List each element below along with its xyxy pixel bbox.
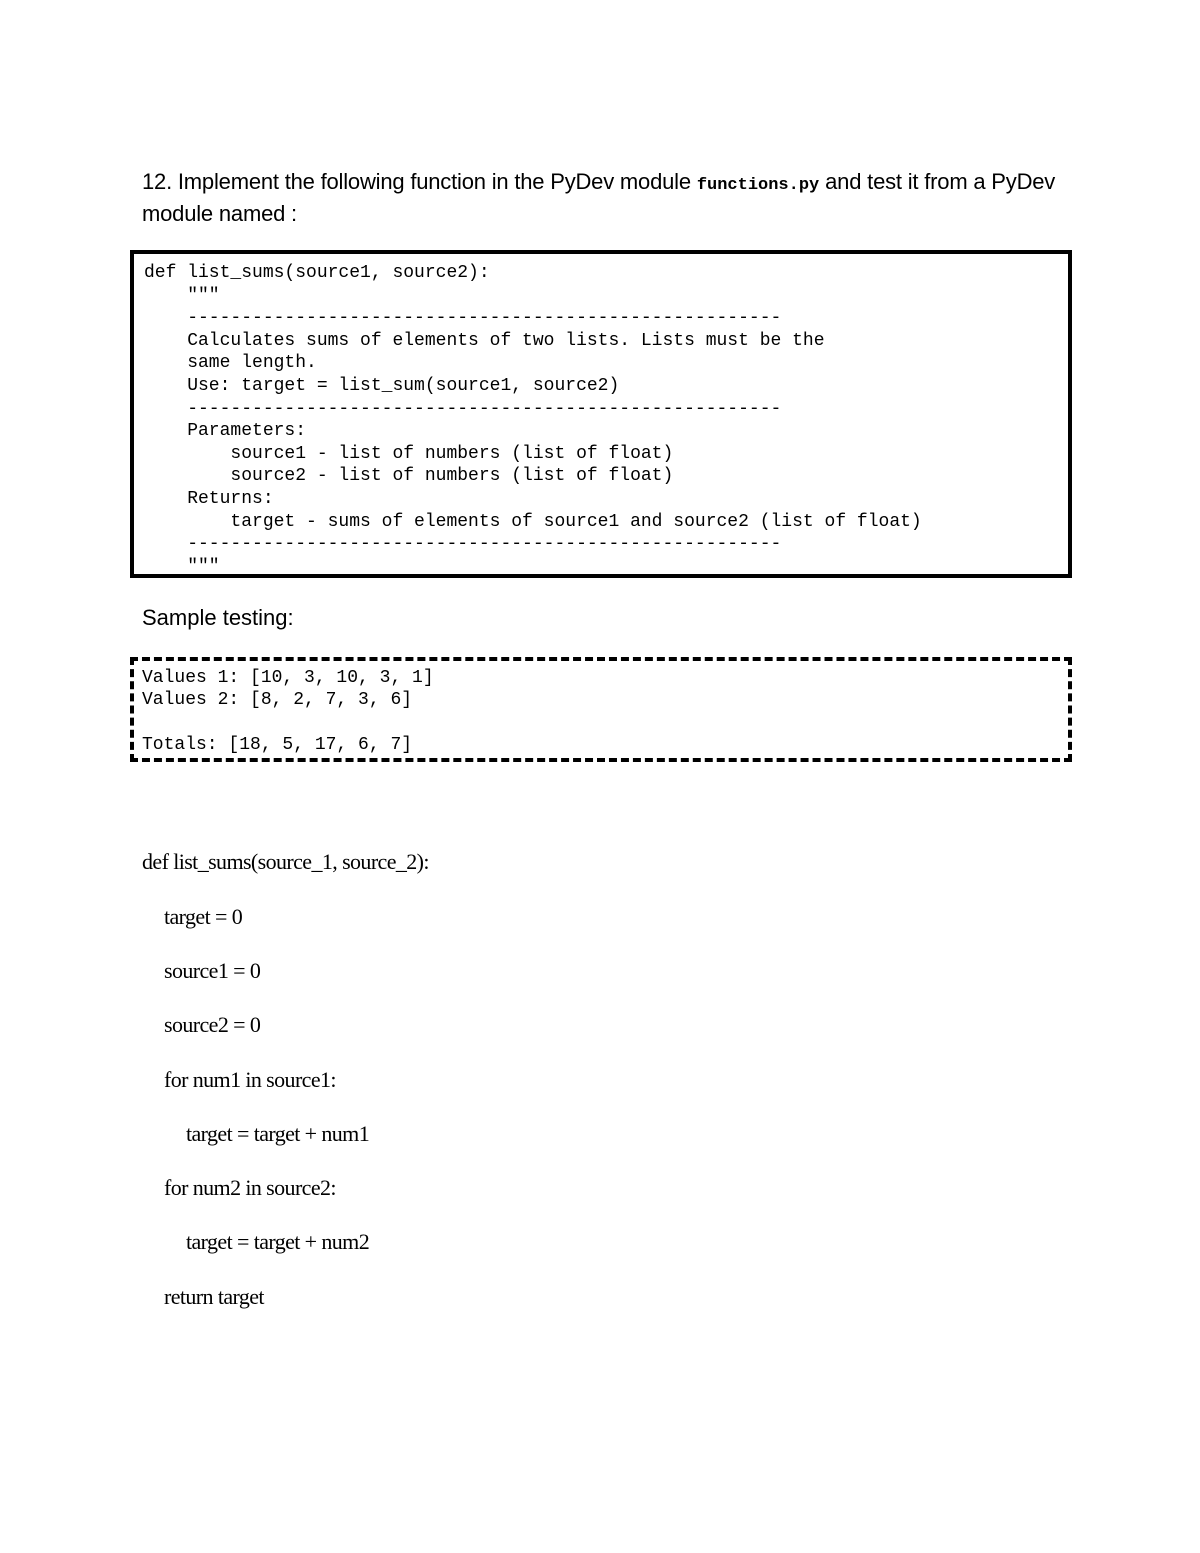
sample-line: Totals: [18, 5, 17, 6, 7] bbox=[142, 735, 413, 756]
module-name: functions.py bbox=[696, 176, 820, 195]
code-line: ------------------------------------------------------- bbox=[144, 534, 782, 555]
answer-line: for num2 in source2: bbox=[164, 1175, 336, 1200]
code-line: Returns: bbox=[144, 488, 274, 509]
answer-line: source1 = 0 bbox=[164, 958, 261, 983]
code-line: """ bbox=[144, 556, 220, 577]
code-line: Parameters: bbox=[144, 421, 307, 442]
answer-line: source2 = 0 bbox=[164, 1012, 261, 1037]
code-line: target - sums of elements of source1 and source2 (list of float) bbox=[144, 511, 922, 532]
answer-line: target = target + num1 bbox=[186, 1121, 370, 1146]
code-line: def list_sums(source1, source2): bbox=[144, 263, 490, 283]
code-line: ------------------------------------------------------- bbox=[144, 308, 782, 329]
question-text-before: 12. Implement the following function in the PyDev module bbox=[142, 169, 697, 194]
code-line: Calculates sums of elements of two lists. Lists must be the bbox=[144, 330, 825, 351]
answer-line: return target bbox=[164, 1284, 264, 1309]
question-text-after: and test it from a PyDev module named : bbox=[142, 169, 1056, 226]
answer-line: target = 0 bbox=[164, 904, 243, 929]
code-line: ------------------------------------------------------- bbox=[144, 398, 782, 419]
answer-line: def list_sums(source_1, source_2): bbox=[142, 849, 429, 874]
code-line: source1 - list of numbers (list of float) bbox=[144, 443, 674, 464]
code-line: source2 - list of numbers (list of float) bbox=[144, 466, 674, 487]
code-line: Use: target = list_sum(source1, source2) bbox=[144, 375, 620, 396]
code-line: same length. bbox=[144, 353, 317, 374]
docstring-code-box bbox=[130, 250, 1072, 578]
sample-line: Values 2: [8, 2, 7, 3, 6] bbox=[142, 690, 413, 711]
answer-line: for num1 in source1: bbox=[164, 1067, 336, 1092]
question-text bbox=[142, 168, 1072, 228]
sample-testing-label: Sample testing: bbox=[142, 605, 294, 630]
code-line: """ bbox=[144, 285, 220, 306]
answer-line: target = target + num2 bbox=[186, 1229, 370, 1254]
sample-line: Values 1: [10, 3, 10, 3, 1] bbox=[142, 668, 434, 688]
sample-output-box bbox=[130, 657, 1072, 762]
docstring-code bbox=[144, 262, 922, 578]
sample-output bbox=[142, 667, 434, 757]
